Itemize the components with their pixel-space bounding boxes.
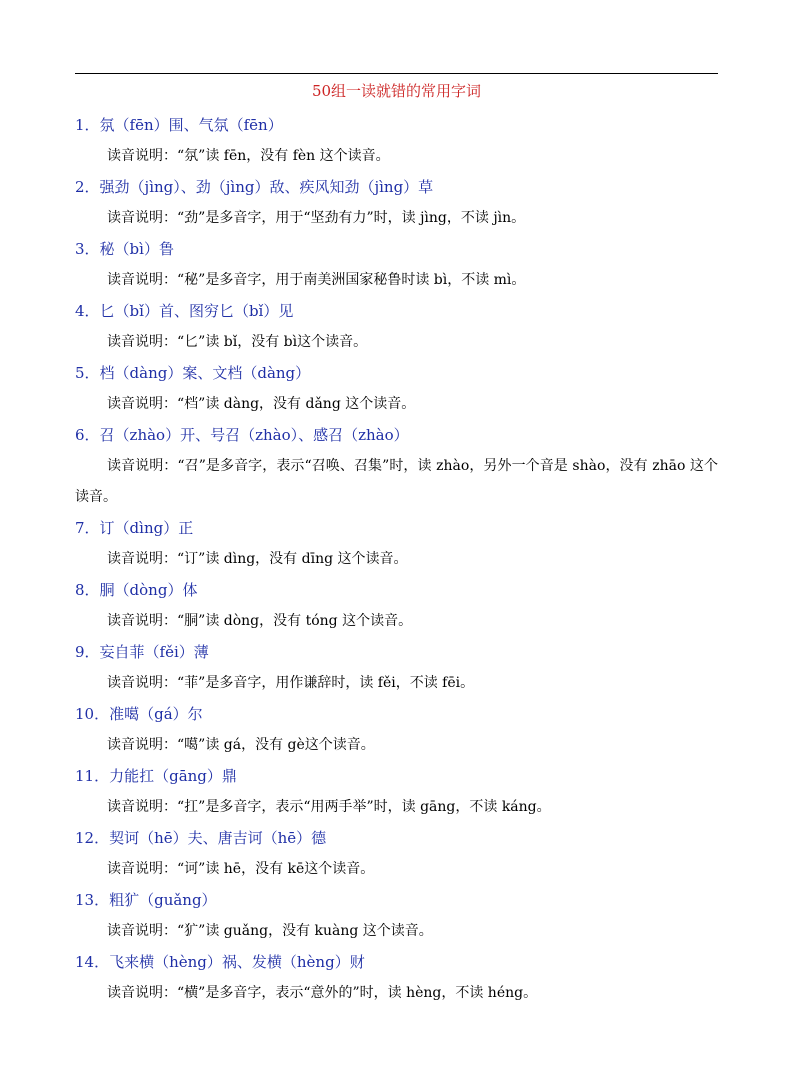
entry-headline: 11．力能扛（gāng）鼎 bbox=[75, 767, 237, 785]
entry-14 bbox=[75, 947, 718, 1009]
entry-headline: 7．订（dìng）正 bbox=[75, 519, 194, 537]
entry-8 bbox=[75, 575, 718, 637]
entry-6 bbox=[75, 420, 718, 513]
entry-2 bbox=[75, 172, 718, 234]
entry-12 bbox=[75, 823, 718, 885]
entry-4 bbox=[75, 296, 718, 358]
entry-explanation: 读音说明：“订”读 dìng，没有 dīng 这个读音。 bbox=[107, 551, 408, 567]
entry-headline: 13．粗犷（guǎng） bbox=[75, 891, 217, 909]
entry-5 bbox=[75, 358, 718, 420]
entry-explanation: 读音说明：“氛”读 fēn，没有 fèn 这个读音。 bbox=[107, 148, 390, 164]
entry-1 bbox=[75, 110, 718, 172]
entry-headline: 8．胴（dòng）体 bbox=[75, 581, 198, 599]
entry-headline: 5．档（dàng）案、文档（dàng） bbox=[75, 364, 311, 382]
entry-explanation: 读音说明：“胴”读 dòng，没有 tóng 这个读音。 bbox=[107, 613, 413, 629]
entry-headline: 4．匕（bǐ）首、图穷匕（bǐ）见 bbox=[75, 302, 294, 320]
entry-explanation: 读音说明：“劲”是多音字，用于“坚劲有力”时，读 jìng，不读 jìn。 bbox=[107, 210, 526, 226]
entry-explanation: 读音说明：“扛”是多音字，表示“用两手举”时，读 gāng，不读 káng。 bbox=[107, 799, 551, 815]
entry-10 bbox=[75, 699, 718, 761]
entry-3 bbox=[75, 234, 718, 296]
document-title: 50组一读就错的常用字词 bbox=[311, 82, 482, 100]
entry-explanation: 读音说明：“犷”读 guǎng，没有 kuàng 这个读音。 bbox=[107, 923, 433, 939]
entry-explanation: 读音说明：“秘”是多音字，用于南美洲国家秘鲁时读 bì，不读 mì。 bbox=[107, 272, 526, 288]
header-rule bbox=[75, 73, 718, 74]
entry-explanation: 读音说明：“召”是多音字，表示“召唤、召集”时，读 zhào，另外一个音是 shào，没有 zhāo 这个读音。 bbox=[75, 458, 718, 505]
entry-headline: 3．秘（bì）鲁 bbox=[75, 240, 174, 258]
entry-explanation: 读音说明：“噶”读 gá，没有 gè这个读音。 bbox=[107, 737, 375, 753]
entry-9 bbox=[75, 637, 718, 699]
entry-explanation: 读音说明：“档”读 dàng，没有 dǎng 这个读音。 bbox=[107, 396, 416, 412]
entry-headline: 9．妄自菲（fěi）薄 bbox=[75, 643, 209, 661]
entry-list bbox=[75, 110, 718, 1009]
entry-7 bbox=[75, 513, 718, 575]
entry-headline: 14．飞来横（hèng）祸、发横（hèng）财 bbox=[75, 953, 365, 971]
entry-11 bbox=[75, 761, 718, 823]
entry-headline: 12．契诃（hē）夫、唐吉诃（hē）德 bbox=[75, 829, 327, 847]
entry-headline: 10．准噶（gá）尔 bbox=[75, 705, 203, 723]
entry-headline: 6．召（zhào）开、号召（zhào）、感召（zhào） bbox=[75, 426, 409, 444]
entry-headline: 1．氛（fēn）围、气氛（fēn） bbox=[75, 116, 283, 134]
entry-headline: 2．强劲（jìng）、劲（jìng）敌、疾风知劲（jìng）草 bbox=[75, 178, 434, 196]
entry-explanation: 读音说明：“菲”是多音字，用作谦辞时，读 fěi，不读 fēi。 bbox=[107, 675, 475, 691]
entry-explanation: 读音说明：“横”是多音字，表示“意外的”时，读 hèng，不读 héng。 bbox=[107, 985, 538, 1001]
entry-13 bbox=[75, 885, 718, 947]
entry-explanation: 读音说明：“诃”读 hē，没有 kē这个读音。 bbox=[107, 861, 375, 877]
entry-explanation: 读音说明：“匕”读 bǐ，没有 bì这个读音。 bbox=[107, 334, 368, 350]
